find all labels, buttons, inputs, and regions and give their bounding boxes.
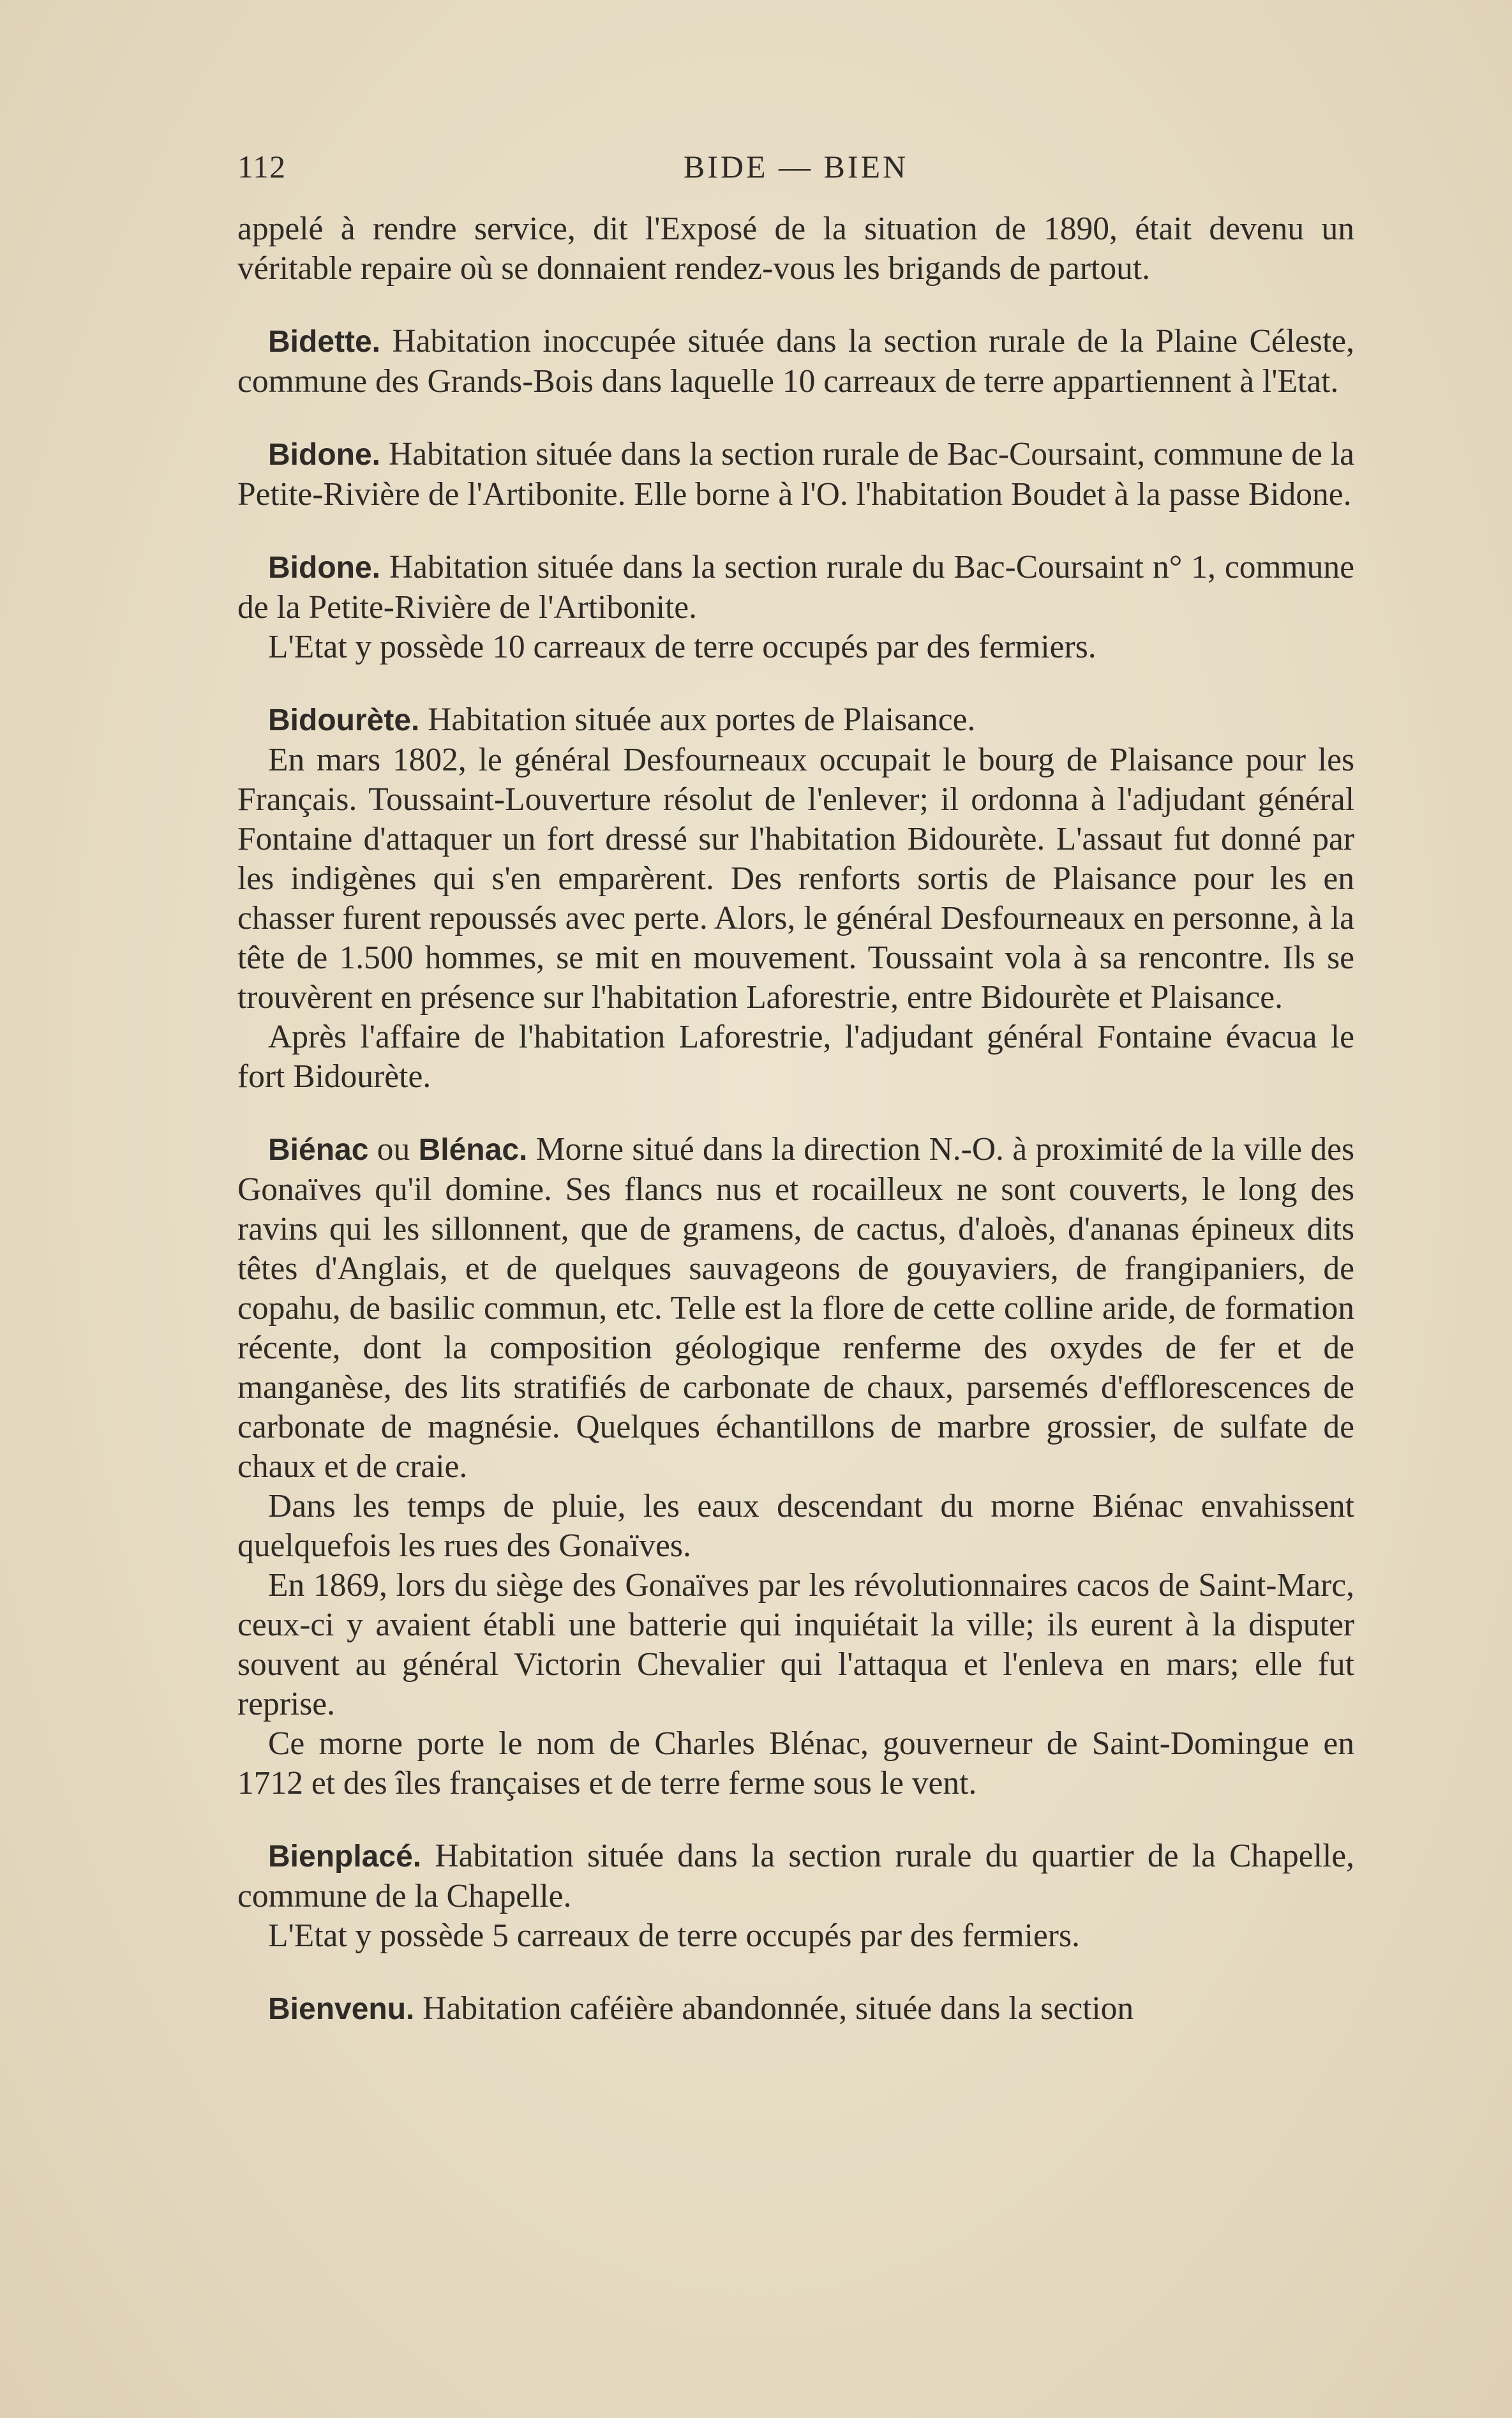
entry-bidette: Bidette. Habitation inoccupée située dans la section rurale de la Plaine Céleste, commune des Grands-Bois dans laquelle 10 carreaux de terre appartiennent à l'Etat. <box>237 323 1354 400</box>
entry-bidourete: Bidourète. Habitation située aux portes de Plaisance. <box>268 702 976 738</box>
entry-term-alt: Blénac. <box>418 1133 528 1167</box>
paragraph: L'Etat y possède 10 carreaux de terre occupés par des fermiers. <box>268 629 1097 665</box>
running-title: BIDE — BIEN <box>683 149 909 184</box>
entry-bienplace: Bienplacé. Habitation située dans la section rurale du quartier de la Chapelle, commune de la Chapelle. <box>237 1838 1354 1914</box>
entry-term: Bienplacé. <box>268 1840 422 1874</box>
paragraph: appelé à rendre service, dit l'Exposé de la situation de 1890, était devenu un véritable repaire où se donnaient rendez-vous les brigands de partout. <box>237 211 1354 287</box>
paragraph: En mars 1802, le général Desfourneaux occupait le bourg de Plaisance pour les Français. Toussaint-Louverture résolut de l'enlever; il ordonna à l'adjudant général Fontaine d'attaquer un fort dressé sur l'habitation Bidourète. L'assaut fut donné par les indigènes qui s'en emparèrent. Des renforts sortis de Plaisance pour les en chasser furent repoussés avec perte. Alors, le général Desfourneaux en personne, à la tête de 1.500 hommes, se mit en mouvement. Toussaint vola à sa rencontre. Ils se trouvèrent en présence sur l'habitation Laforestrie, entre Bidourète et Plaisance. <box>237 742 1354 1016</box>
entry-bienvenu: Bienvenu. Habitation caféière abandonnée, située dans la section <box>268 1990 1134 2027</box>
paragraph: Ce morne porte le nom de Charles Blénac, gouverneur de Saint-Domingue en 1712 et des îles françaises et de terre ferme sous le vent. <box>237 1725 1354 1801</box>
entry-bidone-1: Bidone. Habitation située dans la section rurale de Bac-Coursaint, commune de la Petite-Rivière de l'Artibonite. Elle borne à l'O. l'habitation Boudet à la passe Bidone. <box>237 436 1354 513</box>
paragraph: L'Etat y possède 5 carreaux de terre occupés par des fermiers. <box>268 1918 1080 1954</box>
entry-bienac: Biénac ou Blénac. Morne situé dans la direction N.-O. à proximité de la ville des Gonaïves qu'il domine. Ses flancs nus et rocailleux ne sont couverts, le long des ravins qui les sillonnent, que de gramens, de cactus, d'aloès, d'ananas épineux dits têtes d'Anglais, et de quelques sauvageons de gouyaviers, de frangipaniers, de copahu, de basilic commun, etc. Telle est la flore de cette colline aride, de formation récente, dont la composition géologique renferme des oxydes de fer et de manganèse, des lits stratifiés de carbonate de chaux, parsemés d'efflorescences de carbonate de magnésie. Quelques échantillons de marbre grossier, de sulfate de chaux et de craie. <box>237 1131 1355 1485</box>
entry-term: Biénac <box>268 1133 369 1167</box>
entry-term: Bidette. <box>268 325 381 359</box>
page-body <box>237 209 1354 2029</box>
entry-term: Bidone. <box>268 438 380 472</box>
paragraph: Après l'affaire de l'habitation Laforestrie, l'adjudant général Fontaine évacua le fort Bidourète. <box>237 1019 1354 1095</box>
page-number: 112 <box>237 149 287 184</box>
entry-term: Bidourète. <box>268 703 420 737</box>
paragraph: Dans les temps de pluie, les eaux descendant du morne Biénac envahissent quelquefois les rues des Gonaïves. <box>237 1488 1354 1564</box>
paragraph: En 1869, lors du siège des Gonaïves par les révolutionnaires cacos de Saint-Marc, ceux-ci y avaient établi une batterie qui inquiétait la ville; ils eurent à la disputer souvent au général Victorin Chevalier qui l'attaqua et l'enleva en mars; elle fut reprise. <box>237 1567 1354 1722</box>
entry-term: Bienvenu. <box>268 1992 415 2026</box>
page-header <box>237 148 1354 193</box>
entry-term: Bidone. <box>268 551 380 585</box>
entry-bidone-2: Bidone. Habitation située dans la section rurale du Bac-Coursaint n° 1, commune de la Petite-Rivière de l'Artibonite. <box>237 549 1354 626</box>
